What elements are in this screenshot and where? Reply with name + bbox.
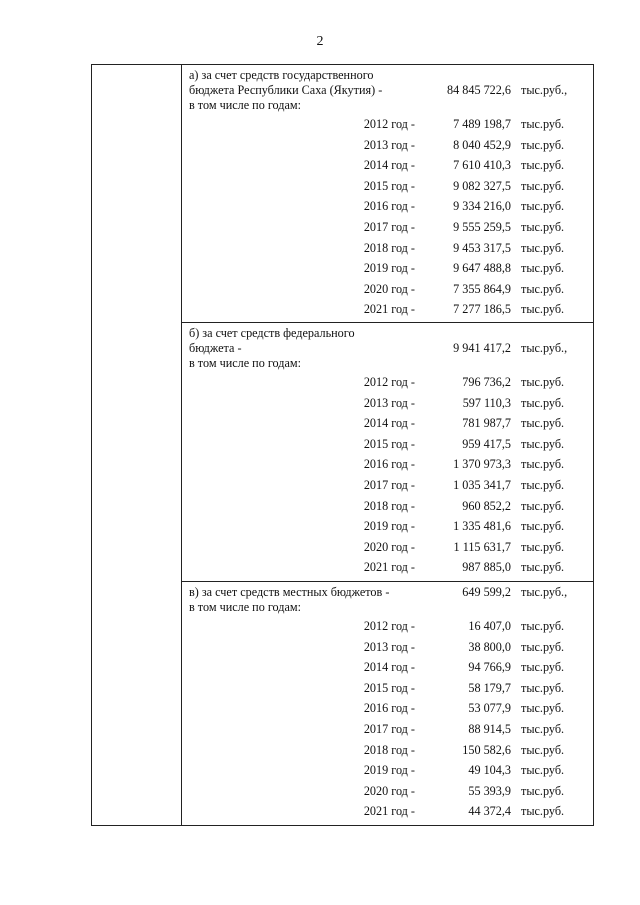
year-label: 2016 год -	[363, 701, 415, 716]
year-unit: тыс.руб.	[521, 281, 565, 296]
year-amount: 53 077,9	[468, 701, 511, 716]
year-unit: тыс.руб.	[521, 742, 565, 757]
year-row	[181, 804, 594, 824]
year-unit: тыс.руб.	[521, 722, 565, 736]
year-unit: тыс.руб.	[521, 137, 565, 152]
year-unit: тыс.руб.	[521, 763, 565, 778]
year-amount: 7 610 410,3	[453, 158, 511, 173]
year-amount: 16 407,0	[468, 619, 511, 633]
year-label: 2012 год -	[363, 375, 415, 389]
year-label: 2015 год -	[363, 178, 415, 193]
year-row	[181, 660, 594, 680]
year-amount: 7 277 186,5	[453, 302, 511, 317]
section-total-unit: тыс.руб.,	[521, 341, 568, 355]
year-label: 2014 год -	[363, 660, 415, 675]
year-unit: тыс.руб.	[521, 158, 565, 173]
year-unit: тыс.руб.	[521, 117, 565, 131]
year-row	[181, 179, 594, 199]
year-label: 2013 год -	[363, 639, 415, 654]
year-unit: тыс.руб.	[521, 395, 565, 410]
year-unit: тыс.руб.	[521, 178, 565, 193]
year-amount: 49 104,3	[468, 763, 511, 778]
year-amount: 9 647 488,8	[453, 261, 511, 276]
year-label: 2012 год -	[363, 619, 415, 633]
year-row	[181, 375, 594, 395]
year-label: 2020 год -	[363, 281, 415, 296]
year-row	[181, 681, 594, 701]
year-amount: 38 800,0	[468, 639, 511, 654]
year-unit: тыс.руб.	[521, 804, 565, 819]
page-number: 2	[316, 34, 324, 49]
section-description: б) за счет средств федерального	[189, 326, 355, 340]
year-row	[181, 220, 594, 240]
year-label: 2019 год -	[363, 763, 415, 778]
year-label: 2015 год -	[363, 436, 415, 451]
year-unit: тыс.руб.	[521, 660, 565, 675]
year-unit: тыс.руб.	[521, 375, 565, 389]
year-label: 2015 год -	[363, 680, 415, 695]
year-amount: 1 115 631,7	[453, 539, 511, 554]
year-amount: 959 417,5	[462, 436, 511, 451]
year-row	[181, 199, 594, 219]
year-label: 2021 год -	[363, 302, 415, 317]
year-amount: 94 766,9	[468, 660, 511, 675]
section-description: в) за счет средств местных бюджетов -	[189, 585, 390, 599]
year-row	[181, 519, 594, 539]
year-row	[181, 640, 594, 660]
year-label: 2018 год -	[363, 742, 415, 757]
year-label: 2019 год -	[363, 519, 415, 534]
year-row	[181, 396, 594, 416]
year-unit: тыс.руб.	[521, 199, 565, 214]
year-label: 2021 год -	[363, 560, 415, 575]
year-unit: тыс.руб.	[521, 701, 565, 716]
year-amount: 55 393,9	[468, 783, 511, 798]
year-label: 2016 год -	[363, 457, 415, 472]
year-label: 2020 год -	[363, 539, 415, 554]
year-amount: 88 914,5	[468, 722, 511, 736]
year-unit: тыс.руб.	[521, 416, 565, 431]
year-row	[181, 457, 594, 477]
year-label: 2013 год -	[363, 395, 415, 410]
year-row	[181, 158, 594, 178]
year-label: 2014 год -	[363, 416, 415, 431]
year-amount: 7 489 198,7	[453, 117, 511, 131]
year-row	[181, 499, 594, 519]
year-row	[181, 619, 594, 639]
year-row	[181, 784, 594, 804]
year-amount: 9 082 327,5	[453, 178, 511, 193]
section-total-unit: тыс.руб.,	[521, 585, 568, 599]
section-description: в том числе по годам:	[189, 356, 301, 370]
year-row	[181, 261, 594, 281]
year-unit: тыс.руб.	[521, 539, 565, 554]
year-amount: 7 355 864,9	[453, 281, 511, 296]
section-total-unit: тыс.руб.,	[521, 83, 568, 97]
year-unit: тыс.руб.	[521, 436, 565, 451]
year-row	[181, 722, 594, 742]
year-row	[181, 437, 594, 457]
year-unit: тыс.руб.	[521, 680, 565, 695]
year-row	[181, 302, 594, 322]
year-amount: 9 453 317,5	[453, 240, 511, 255]
year-amount: 58 179,7	[468, 680, 511, 695]
year-amount: 9 555 259,5	[453, 220, 511, 234]
year-unit: тыс.руб.	[521, 560, 565, 575]
year-unit: тыс.руб.	[521, 261, 565, 276]
year-row	[181, 478, 594, 498]
year-label: 2020 год -	[363, 783, 415, 798]
year-unit: тыс.руб.	[521, 302, 565, 317]
year-label: 2017 год -	[363, 478, 415, 492]
year-unit: тыс.руб.	[521, 639, 565, 654]
year-unit: тыс.руб.	[521, 519, 565, 534]
section-description: бюджета Республики Саха (Якутия) -	[189, 83, 383, 97]
year-amount: 597 110,3	[462, 395, 511, 410]
year-amount: 1 335 481,6	[453, 519, 511, 534]
year-label: 2019 год -	[363, 261, 415, 276]
year-label: 2021 год -	[363, 804, 415, 819]
year-unit: тыс.руб.	[521, 220, 565, 234]
year-row	[181, 241, 594, 261]
year-amount: 9 334 216,0	[453, 199, 511, 214]
year-amount: 150 582,6	[462, 742, 511, 757]
section-description: а) за счет средств государственного	[189, 68, 374, 82]
year-amount: 1 370 973,3	[453, 457, 511, 472]
year-unit: тыс.руб.	[521, 478, 565, 492]
year-unit: тыс.руб.	[521, 783, 565, 798]
year-amount: 796 736,2	[462, 375, 511, 389]
year-unit: тыс.руб.	[521, 240, 565, 255]
section-total: 84 845 722,6	[447, 83, 511, 97]
year-row	[181, 540, 594, 560]
year-label: 2018 год -	[363, 498, 415, 513]
year-amount: 960 852,2	[462, 498, 511, 513]
year-label: 2016 год -	[363, 199, 415, 214]
section-total: 649 599,2	[462, 585, 511, 599]
year-label: 2017 год -	[363, 722, 415, 736]
year-row	[181, 560, 594, 580]
section-total: 9 941 417,2	[453, 341, 511, 355]
section-description: бюджета -	[189, 341, 242, 355]
year-row	[181, 416, 594, 436]
year-amount: 1 035 341,7	[453, 478, 511, 492]
year-amount: 8 040 452,9	[453, 137, 511, 152]
year-unit: тыс.руб.	[521, 457, 565, 472]
year-label: 2017 год -	[363, 220, 415, 234]
year-amount: 781 987,7	[462, 416, 511, 431]
year-row	[181, 138, 594, 158]
year-row	[181, 282, 594, 302]
section-description: в том числе по годам:	[189, 600, 301, 614]
section-description: в том числе по годам:	[189, 98, 301, 112]
year-row	[181, 743, 594, 763]
year-unit: тыс.руб.	[521, 498, 565, 513]
year-row	[181, 117, 594, 137]
year-row	[181, 701, 594, 721]
year-label: 2012 год -	[363, 117, 415, 131]
section-divider	[181, 581, 594, 582]
year-amount: 44 372,4	[468, 804, 511, 819]
year-label: 2013 год -	[363, 137, 415, 152]
year-row	[181, 763, 594, 783]
year-unit: тыс.руб.	[521, 619, 565, 633]
year-amount: 987 885,0	[462, 560, 511, 575]
year-label: 2018 год -	[363, 240, 415, 255]
year-label: 2014 год -	[363, 158, 415, 173]
